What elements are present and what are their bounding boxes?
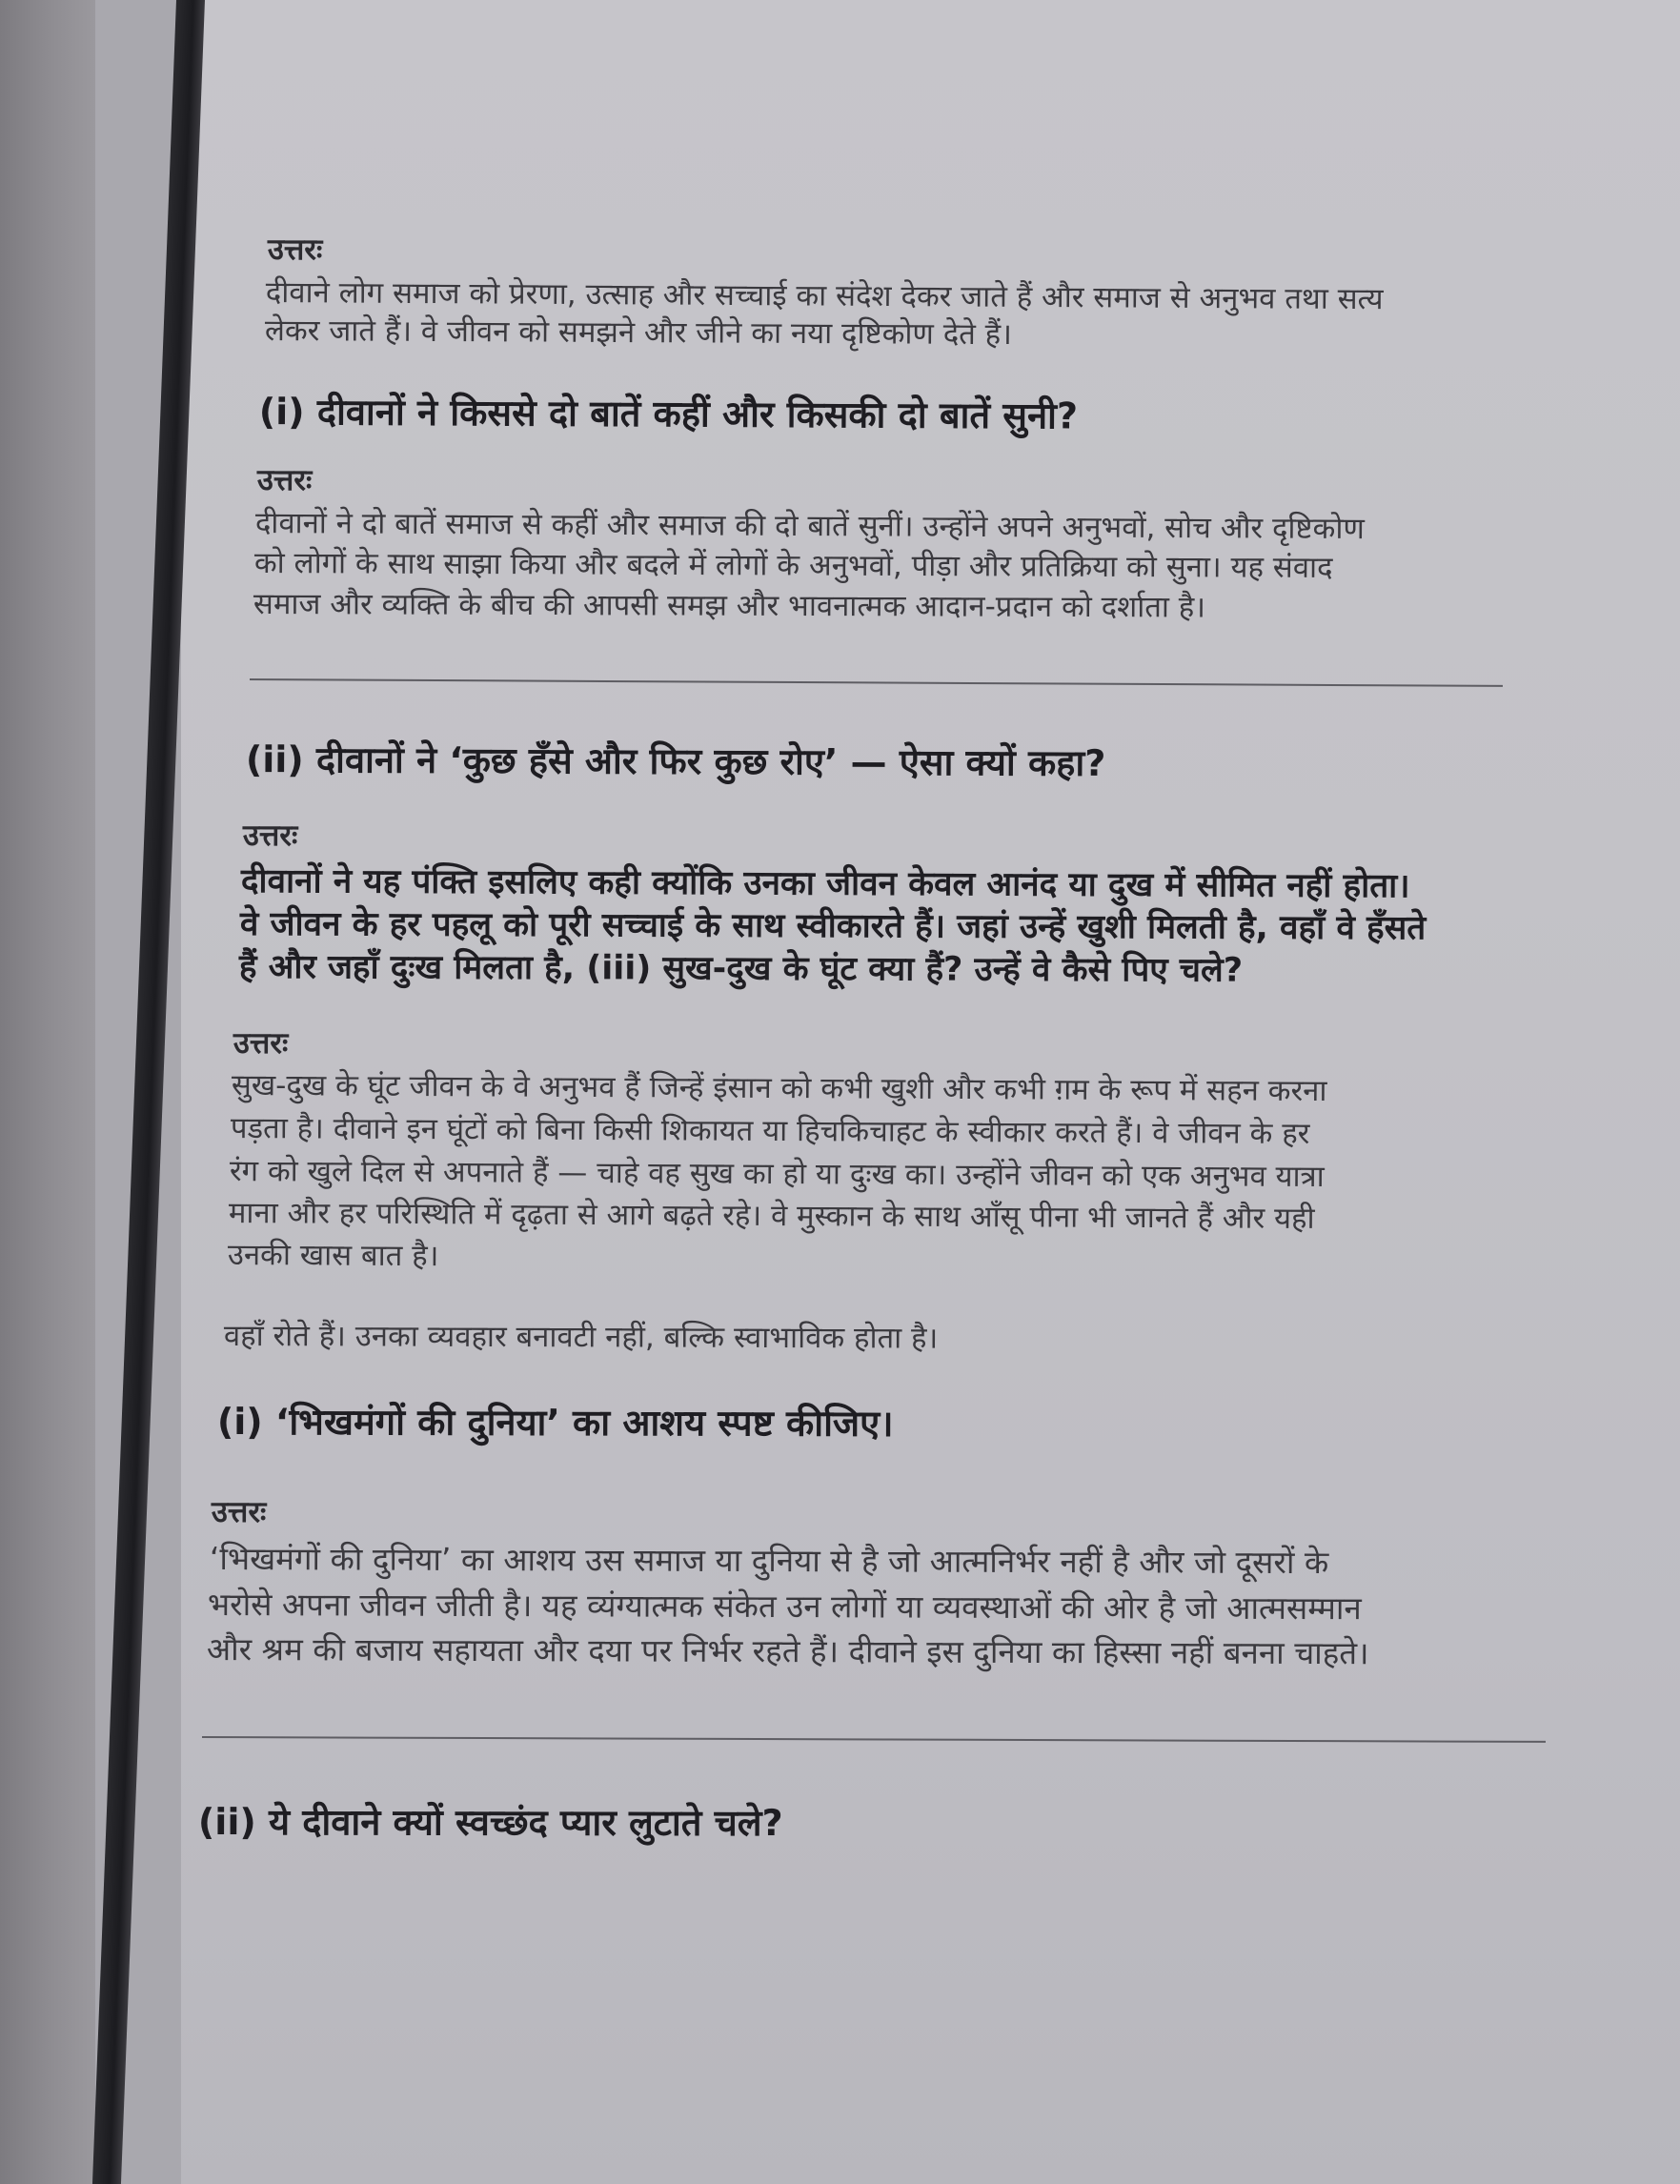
answer-line: वे जीवन के हर पहलू को पूरी सच्चाई के साथ स्वीकारते हैं। जहां उन्हें खुशी मिलती है, वहाँ वे हँसते <box>239 905 1427 948</box>
answer-label: उत्तरः <box>256 462 313 498</box>
answer-line: पड़ता है। दीवाने इन घूंटों को बिना किसी शिकायत या हिचकिचाहट के स्वीकार करते हैं। वे जीवन के हर <box>230 1111 1310 1151</box>
answer-label: उत्तरः <box>267 232 323 268</box>
answer-line: माना और हर परिस्थिति में दृढ़ता से आगे बढ़ते रहे। वे मुस्कान के साथ आँसू पीना भी जानते हैं और यही <box>228 1196 1315 1236</box>
answer-line: भरोसे अपना जीवन जीती है। यह व्यंग्यात्मक संकेत उन लोगों या व्यवस्थाओं की ओर है जो आत्मसम्मान <box>207 1586 1362 1628</box>
answer-label: उत्तरः <box>242 819 298 854</box>
answer-line: दीवाने लोग समाज को प्रेरणा, उत्साह और सच्चाई का संदेश देकर जाते हैं और समाज से अनुभव तथा सत्य <box>265 274 1384 317</box>
answer-label: उत्तरः <box>233 1026 289 1062</box>
answer-line: हैं और जहाँ दुःख मिलता है, (iii) सुख-दुख के घूंट क्या हैं? उन्हें वे कैसे पिए चले? <box>238 948 1244 990</box>
answer-line: और श्रम की बजाय सहायता और दया पर निर्भर रहते हैं। दीवाने इस दुनिया का हिस्सा नहीं बनना चाहते। <box>206 1630 1369 1672</box>
answer-line: दीवानों ने दो बातें समाज से कहीं और समाज की दो बातें सुनीं। उन्होंने अपने अनुभवों, सोच और दृष्टिकोण <box>254 505 1365 547</box>
question-heading: (ii) ये दीवाने क्यों स्वच्छंद प्यार लुटाते चले? <box>197 1801 783 1845</box>
answer-line: दीवानों ने यह पंक्ति इसलिए कही क्योंकि उनका जीवन केवल आनंद या दुख में सीमित नहीं होता। <box>240 861 1410 906</box>
question-heading: (ii) दीवानों ने ‘कुछ हँसे और फिर कुछ रोए’ — ऐसा क्यों कहा? <box>245 738 1106 784</box>
question-heading: (i) दीवानों ने किससे दो बातें कहीं और किसकी दो बातें सुनी? <box>258 390 1079 437</box>
answer-line: लेकर जाते हैं। वे जीवन को समझने और जीने का नया दृष्टिकोण देते हैं। <box>264 313 1013 353</box>
answer-line: सुख-दुख के घूंट जीवन के वे अनुभव हैं जिन्हें इंसान को कभी खुशी और कभी ग़म के रूप में सहन करना <box>231 1068 1327 1109</box>
answer-line: रंग को खुले दिल से अपनाते हैं — चाहे वह सुख का हो या दुःख का। उन्होंने जीवन को एक अनुभव यात्रा <box>229 1154 1325 1195</box>
answer-label: उत्तरः <box>211 1495 267 1530</box>
answer-line: ‘भिखमंगों की दुनिया’ का आशय उस समाज या दुनिया से है जो आत्मनिर्भर नहीं है और जो दूसरों के <box>209 1540 1329 1582</box>
answer-line: को लोगों के साथ साझा किया और बदले में लोगों के अनुभवों, पीड़ा और प्रतिक्रिया को सुना। यह संवाद <box>253 545 1333 585</box>
answer-line: समाज और व्यक्ति के बीच की आपसी समझ और भावनात्मक आदान-प्रदान को दर्शाता है। <box>253 587 1206 625</box>
paragraph-line: वहाँ रोते हैं। उनका व्यवहार बनावटी नहीं, बल्कि स्वाभाविक होता है। <box>223 1319 939 1356</box>
answer-line: उनकी खास बात है। <box>227 1238 439 1274</box>
section-divider <box>202 1736 1546 1743</box>
section-divider <box>250 678 1503 687</box>
question-heading: (i) ‘भिखमंगों की दुनिया’ का आशय स्पष्ट कीजिए। <box>216 1401 894 1445</box>
